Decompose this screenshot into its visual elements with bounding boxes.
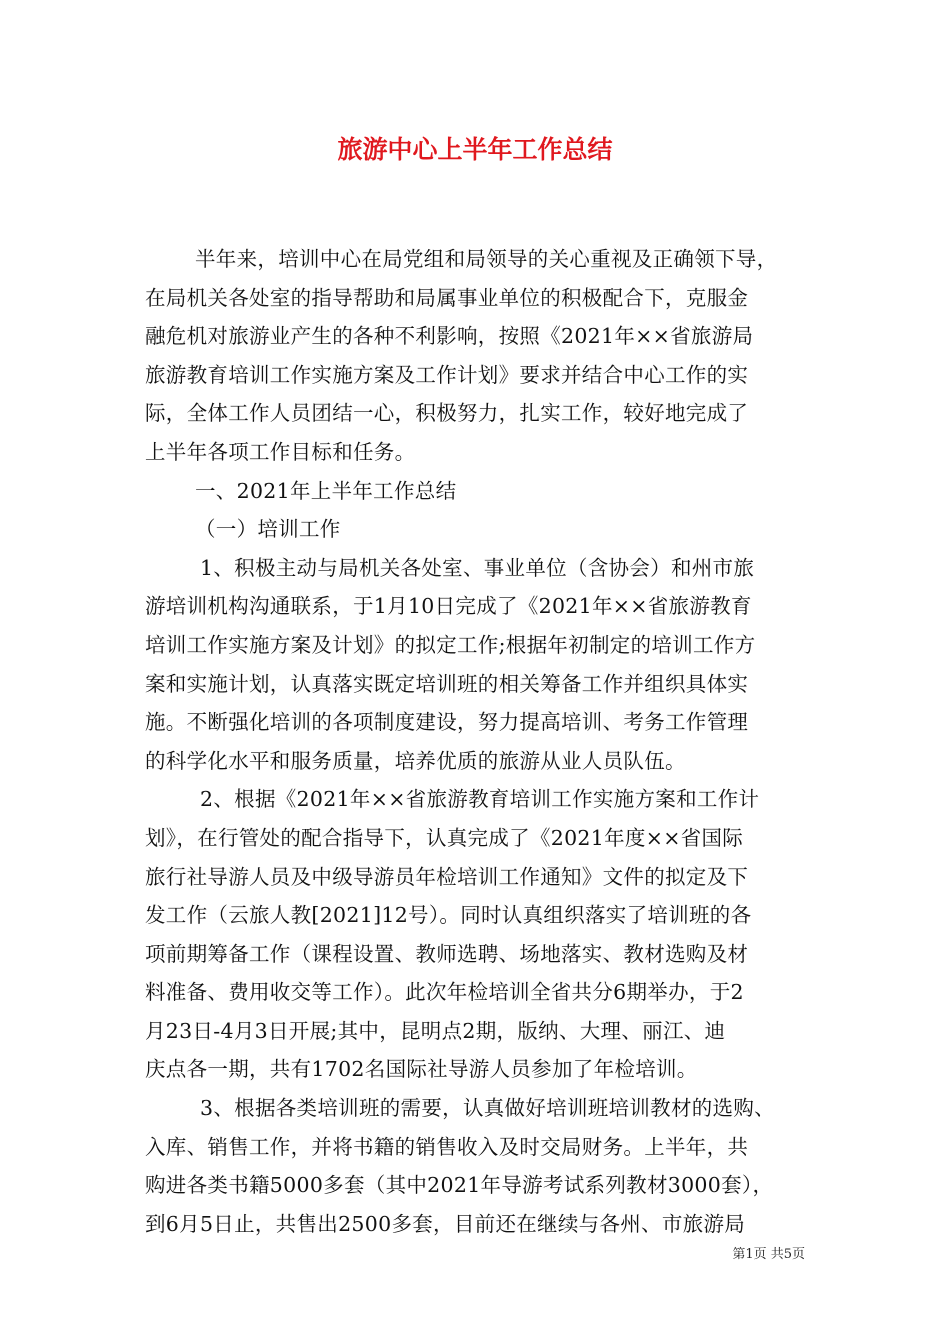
paragraph-line: 际，全体工作人员团结一心，积极努力，扎实工作，较好地完成了 [145, 401, 749, 426]
paragraph-line: 旅行社导游人员及中级导游员年检培训工作通知》文件的拟定及下 [145, 864, 749, 889]
section-heading: 一、2021年上半年工作总结 [195, 478, 457, 503]
paragraph-line: 料准备、费用收交等工作）。此次年检培训全省共分6期举办，于2 [145, 980, 744, 1005]
document-body [145, 240, 825, 1243]
paragraph-line: 培训工作实施方案及计划》的拟定工作;根据年初制定的培训工作方 [145, 632, 756, 657]
paragraph-line: 3、根据各类培训班的需要，认真做好培训班培训教材的选购、 [200, 1096, 775, 1121]
paragraph-line: 入库、销售工作，并将书籍的销售收入及时交局财务。上半年，共 [145, 1134, 749, 1159]
paragraph-line: 1、积极主动与局机关各处室、事业单位（含协会）和州市旅 [200, 555, 755, 580]
paragraph-line: 到6月5日止，共售出2500多套，目前还在继续与各州、市旅游局 [145, 1211, 746, 1236]
subsection-heading: （一）培训工作 [195, 517, 341, 542]
paragraph-line: 半年来，培训中心在局党组和局领导的关心重视及正确领下导， [195, 247, 778, 271]
paragraph-line: 的科学化水平和服务质量，培养优质的旅游从业人员队伍。 [145, 748, 686, 773]
paragraph-line: 案和实施计划，认真落实既定培训班的相关筹备工作并组织具体实 [145, 671, 749, 696]
paragraph-line: 上半年各项工作目标和任务。 [145, 439, 416, 464]
paragraph-line: 购进各类书籍5000多套（其中2021年导游考试系列教材3000套）， [145, 1173, 774, 1198]
paragraph-line: 旅游教育培训工作实施方案及工作计划》要求并结合中心工作的实 [145, 362, 749, 387]
paragraph-line: 在局机关各处室的指导帮助和局属事业单位的积极配合下，克服金 [145, 285, 749, 310]
page-number: 第1页 共5页 [732, 1247, 805, 1262]
paragraph-line: 2、根据《2021年××省旅游教育培训工作实施方案和工作计 [200, 787, 760, 812]
paragraph-line: 庆点各一期，共有1702名国际社导游人员参加了年检培训。 [145, 1057, 698, 1082]
paragraph-line: 游培训机构沟通联系，于1月10日完成了《2021年××省旅游教育 [145, 594, 752, 619]
paragraph-line: 划》，在行管处的配合指导下，认真完成了《2021年度××省国际 [145, 825, 744, 850]
paragraph-line: 项前期筹备工作（课程设置、教师选聘、场地落实、教材选购及材 [145, 941, 749, 966]
paragraph-line: 发工作（云旅人教[2021]12号）。同时认真组织落实了培训班的各 [145, 903, 752, 928]
paragraph-line: 月23日-4月3日开展;其中，昆明点2期，版纳、大理、丽江、迪 [145, 1018, 726, 1043]
paragraph-line: 融危机对旅游业产生的各种不利影响，按照《2021年××省旅游局 [145, 324, 754, 349]
paragraph-line: 施。不断强化培训的各项制度建设，努力提高培训、考务工作管理 [145, 710, 749, 735]
document-title: 旅游中心上半年工作总结 [337, 135, 613, 164]
